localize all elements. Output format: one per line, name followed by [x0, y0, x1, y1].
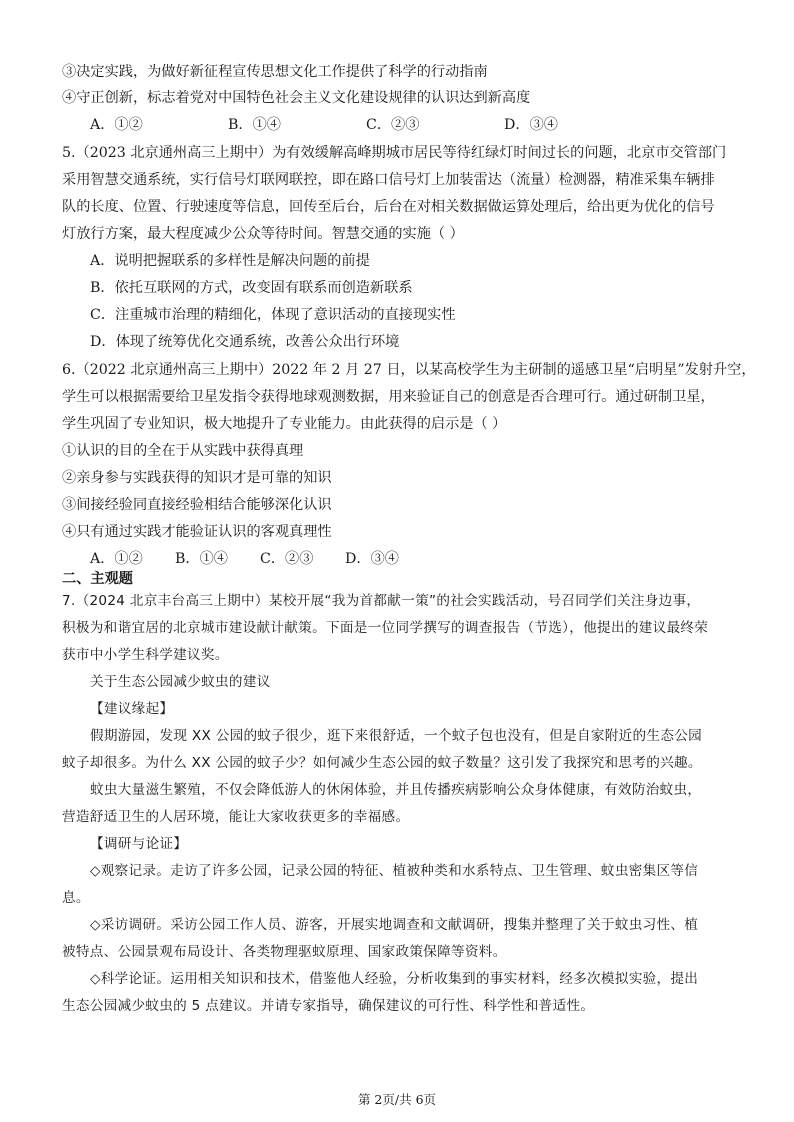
q4-option-a: A．①②	[90, 117, 143, 133]
research-heading: 【调研与论证】	[90, 836, 188, 852]
origin-heading: 【建议缘起】	[90, 701, 174, 717]
q5-stem-line-4: 灯放行方案，最大程度减少公众等待时间。智慧交通的实施（ ）	[62, 226, 464, 242]
origin-line-3: 蚊虫大量滋生繁殖，不仅会降低游人的休闲体验，并且传播疾病影响公众身体健康，有效防治蚊虫，	[90, 782, 702, 798]
q6-option-b: B．①④	[175, 551, 228, 567]
research-line-2: 息。	[62, 890, 90, 906]
origin-line-2: 蚊子却很多。为什么 XX 公园的蚊子少？如何减少生态公园的蚊子数量？这引发了我探究和思考的兴趣。	[62, 755, 702, 771]
q7-stem-line-2: 积极为和谐宜居的北京城市建设献计献策。下面是一位同学撰写的调查报告（节选），他提出的建议最终荣	[62, 620, 709, 636]
q6-stem-line-2: 学生可以根据需要给卫星发指令获得地球观测数据，用来验证自己的创意是否合理可行。通过研制卫星，	[62, 389, 715, 405]
research-line-3: ◇采访调研。采访公园工作人员、游客，开展实地调查和文献调研，搜集并整理了关于蚊虫习性、植	[90, 917, 699, 933]
q5-stem-line-1: 5.（2023 北京通州高三上期中）为有效缓解高峰期城市居民等待红绿灯时间过长的问题，北京市交管部门	[62, 145, 727, 161]
report-title: 关于生态公园减少蚊虫的建议	[90, 674, 271, 690]
q6-option-a: A．①②	[90, 551, 143, 567]
q5-option-c: C．注重城市治理的精细化，体现了意识活动的直接现实性	[90, 307, 456, 323]
q4-statement-4: ④守正创新，标志着党对中国特色社会主义文化建设规律的认识达到新高度	[62, 90, 531, 106]
q4-option-b: B．①④	[228, 117, 281, 133]
research-line-4: 被特点、公园景观布局设计、各类物理驱蚊原理、国家政策保障等资料。	[62, 944, 507, 960]
q5-stem-line-2: 采用智慧交通系统，实行信号灯联网联控，即在路口信号灯上加装雷达（流量）检测器，精准采集车辆排	[62, 172, 715, 188]
q5-stem-line-3: 队的长度、位置、行驶速度等信息，回传至后台，后台在对相关数据做运算处理后，给出更为优化的信号	[62, 199, 715, 215]
origin-line-1: 假期游园，发现 XX 公园的蚊子很少，逛下来很舒适，一个蚊子包也没有，但是自家附近的生态公园	[90, 728, 703, 744]
q5-option-a: A．说明把握联系的多样性是解决问题的前提	[90, 253, 370, 269]
q6-statement-3: ③间接经验同直接经验相结合能够深化认识	[62, 497, 332, 513]
q6-statement-2: ②亲身参与实践获得的知识才是可靠的知识	[62, 470, 332, 486]
q6-statement-4: ④只有通过实践才能验证认识的客观真理性	[62, 524, 332, 540]
q4-option-c: C．②③	[366, 117, 420, 133]
q6-option-c: C．②③	[260, 551, 314, 567]
q6-options	[90, 549, 399, 569]
q6-stem-line-3: 学生巩固了专业知识，极大地提升了专业能力。由此获得的启示是（ ）	[62, 416, 507, 432]
research-line-1: ◇观察记录。走访了许多公园，记录公园的特征、植被种类和水系特点、卫生管理、蚊虫密集区等信	[90, 863, 699, 879]
origin-line-4: 营造舒适卫生的人居环境，能让大家收获更多的幸福感。	[62, 809, 410, 825]
q6-statement-1: ①认识的目的全在于从实践中获得真理	[62, 443, 304, 459]
q6-option-d: D．③④	[345, 551, 399, 567]
q4-options	[90, 115, 558, 135]
q7-stem-line-3: 获市中小学生科学建议奖。	[62, 647, 229, 663]
research-line-5: ◇科学论证。运用相关知识和技术，借鉴他人经验，分析收集到的事实材料，经多次模拟实验，提出	[90, 971, 699, 987]
q4-statement-3: ③决定实践，为做好新征程宣传思想文化工作提供了科学的行动指南	[62, 64, 488, 80]
research-line-6: 生态公园减少蚊虫的 5 点建议。并请专家指导，确保建议的可行性、科学性和普适性。	[62, 998, 595, 1014]
q4-option-d: D．③④	[504, 117, 558, 133]
section-heading: 二、主观题	[62, 571, 133, 587]
q7-stem-line-1: 7.（2024 北京丰台高三上期中）某校开展“我为首都献一策”的社会实践活动，号召同学们关注身边事，	[62, 593, 701, 609]
q5-option-b: B．依托互联网的方式，改变固有联系而创造新联系	[90, 280, 413, 296]
q6-stem-line-1: 6.（2022 北京通州高三上期中）2022 年 2 月 27 日，以某高校学生为主研制的遥感卫星“启明星”发射升空，	[62, 362, 756, 378]
q5-option-d: D．体现了统筹优化交通系统，改善公众出行环境	[90, 334, 400, 350]
page-number: 第 2页/共 6页	[357, 1092, 437, 1107]
